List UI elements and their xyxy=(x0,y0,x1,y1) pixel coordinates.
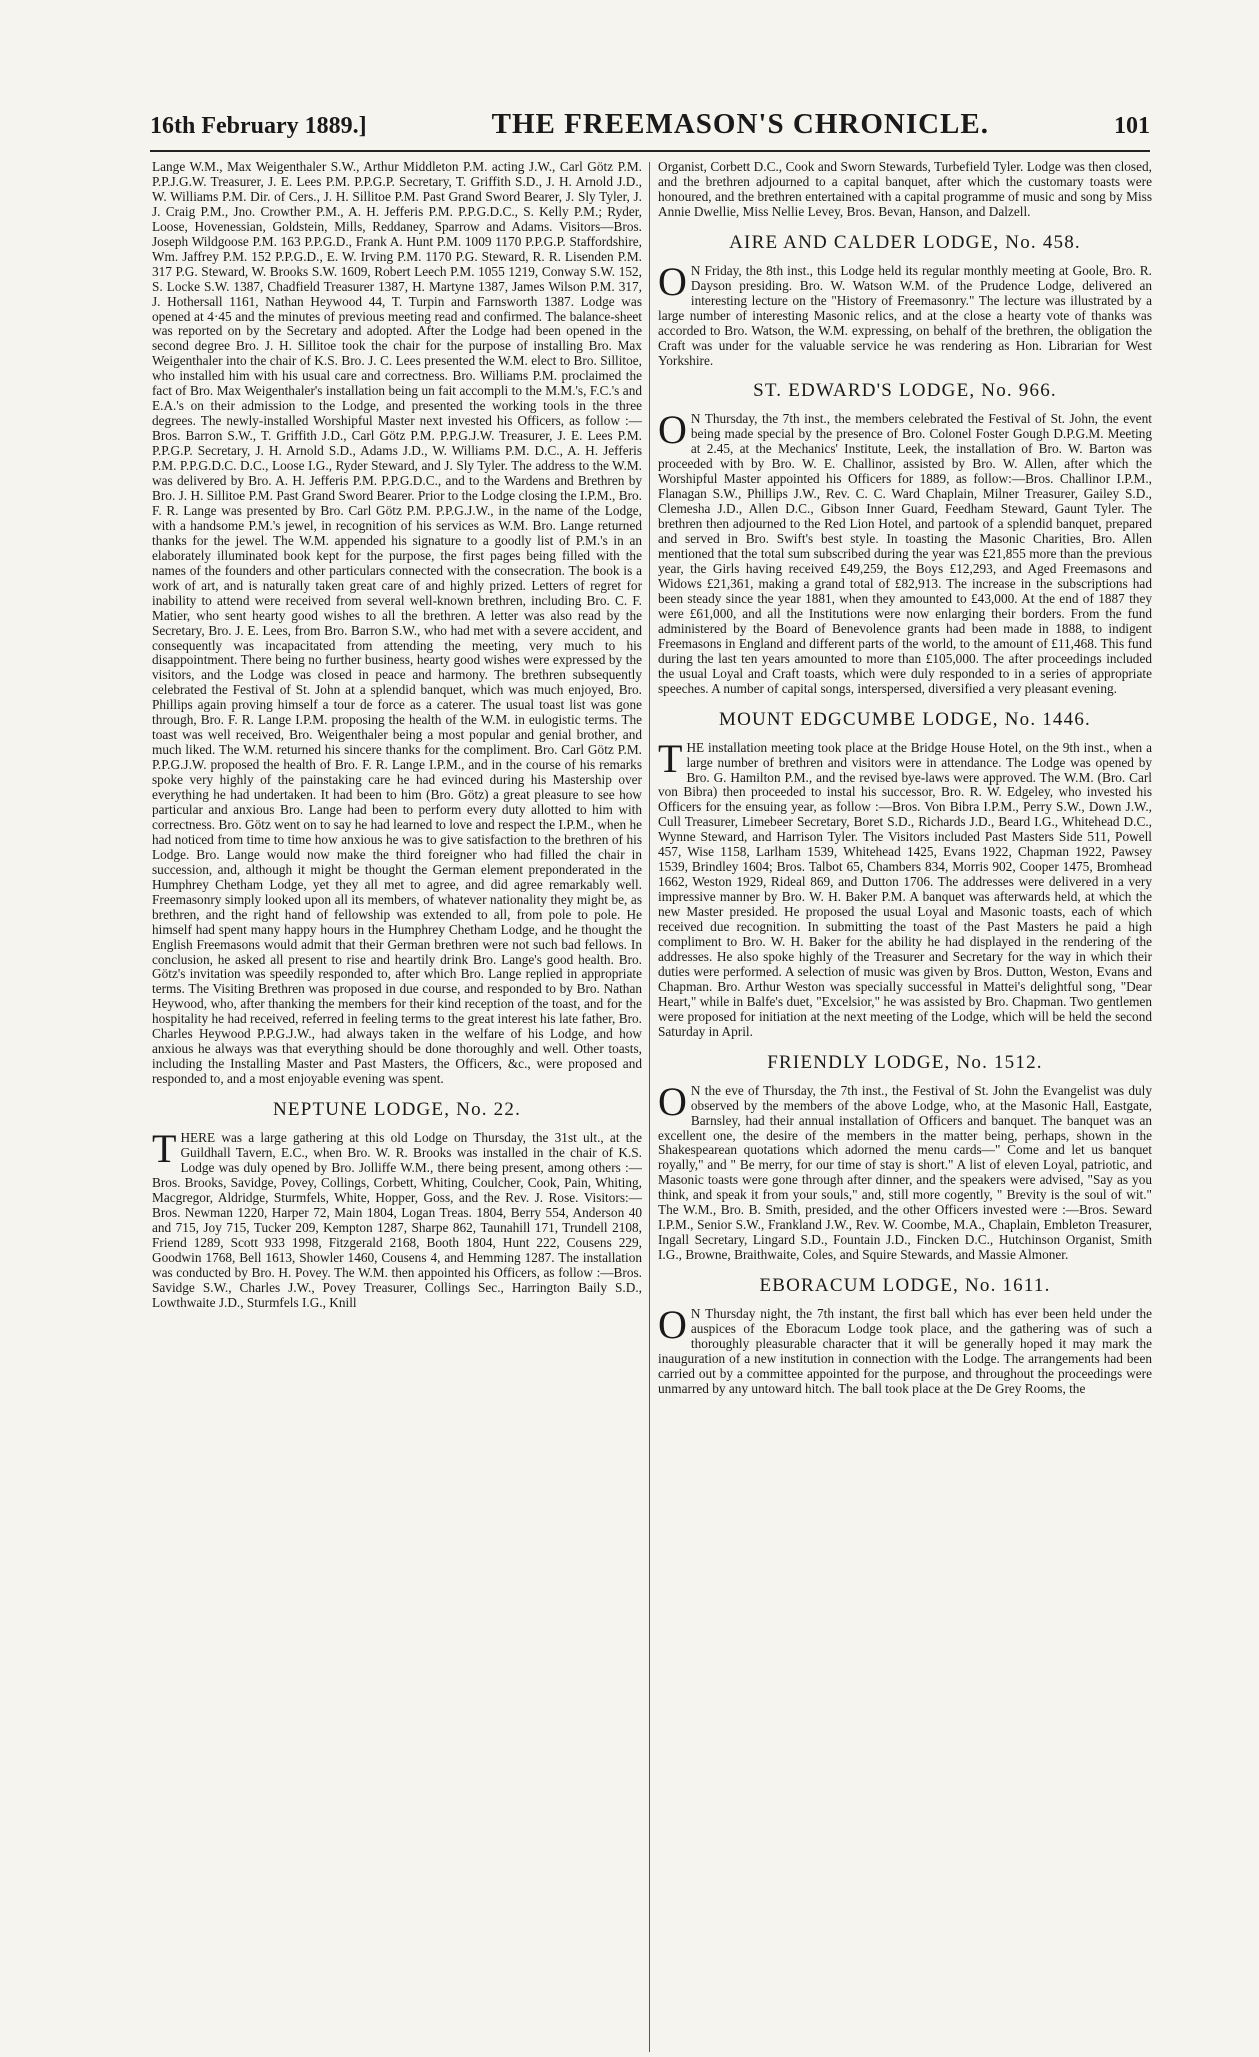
right-column xyxy=(658,160,1152,2050)
column-divider xyxy=(649,162,650,2052)
left-column xyxy=(152,160,642,2050)
masthead-rule xyxy=(150,150,1150,152)
mount-edgcumbe-lodge-report: THE installation meeting took place at the Bridge House Hotel, on the 9th inst., when a large number of brethren and visitors were in attendance. The Lodge was opened by Bro. G. Hamilton P.M., and the revised bye-laws were approved. The W.M. (Bro. Carl von Bibra) then proceeded to instal his successor, Bro. R. W. Edgeley, who invested his Officers for the ensuing year, as follow :—Bros. Von Bibra I.P.M., Perry S.W., Down J.W., Cull Treasurer, Limebeer Secretary, Boret S.D., Richards J.D., Beard I.G., Whitehead D.C., Wynne Steward, and Harrison Tyler. The Visitors included Past Masters Side 511, Powell 457, Wise 1158, Larlham 1539, Whitehead 1425, Evans 1922, Chapman 1922, Pawsey 1539, Brindley 1604; Bros. Talbot 65, Chambers 834, Morris 902, Cooper 1475, Bromhead 1662, Weston 1929, Rideal 869, and Dutton 1706. The addresses were delivered in a very impressive manner by Bro. W. H. Baker P.M. A banquet was afterwards held, at which the new Master presided. He proposed the usual Loyal and Masonic toasts, each of which received due recognition. In submitting the toast of the Past Masters he paid a high compliment to Bro. W. H. Baker for the ability he had displayed in the rendering of the addresses. He also spoke highly of the Treasurer and Secretary for the way in which their duties were performed. A selection of music was given by Bros. Dutton, Weston, Evans and Chapman. Bro. Arthur Weston was specially successful in Mattei's delightful song, "Dear Heart," while in Balfe's duet, "Excelsior," he was assisted by Bro. Chapman. Two gentlemen were proposed for initiation at the next meeting of the Lodge, which will be held the second Saturday in April. xyxy=(658,735,1152,1039)
masthead xyxy=(150,108,1150,148)
eboracum-lodge-heading: EBORACUM LODGE, No. 1611. xyxy=(759,1275,1051,1297)
mount-edgcumbe-lodge-heading: MOUNT EDGCUMBE LODGE, No. 1446. xyxy=(719,708,1091,730)
neptune-lodge-heading: NEPTUNE LODGE, No. 22. xyxy=(272,1099,522,1121)
humphrey-chetham-report: Lange W.M., Max Weigenthaler S.W., Arthur Middleton P.M. acting J.W., Carl Götz P.M. P.P.J.G.W. Treasurer, J. E. Lees P.M. P.P.G.P. Secretary, T. Griffith S.D., J. H. Arnold J.D., W. Williams P.M. Dir. of Cers., J. H. Sillitoe P.M. Past Grand Sword Bearer, J. Sly Tyler, J. J. Craig P.M., Jno. Crowther P.M., A. H. Jefferis P.M. P.P.G.D.C., S. Kelly P.M.; Ryder, Loose, Hovenessian, Goldstein, Mills, Reddaney, Sparrow and Adams. Visitors—Bros. Joseph Wildgoose P.M. 163 P.P.G.D., Frank A. Hunt P.M. 1009 1170 P.P.G.P. Staffordshire, Wm. Jaffrey P.M. 152 P.P.G.D., E. W. Irving P.M. 1170 P.G. Steward, R. R. Lisenden P.M. 317 P.G. Steward, W. Brooks S.W. 1609, Robert Leech P.M. 1055 1219, Conway S.W. 152, S. Locke S.W. 1387, Chadfield Treasurer 1387, H. Martyne 1387, James Wilson P.M. 317, J. Hothersall 1161, Nathan Heywood 44, T. Turpin and Farnsworth 1387. Lodge was opened at 4·45 and the minutes of previous meeting read and confirmed. The balance-sheet was reported on by the Secretary and adopted. After the Lodge had been opened in the second degree Bro. J. H. Sillitoe took the chair for the purpose of installing Bro. Max Weigenthaler into the chair of K.S. Bro. J. C. Lees presented the W.M. elect to Bro. Sillitoe, who installed him with his usual care and correctness. Bro. Williams P.M. proclaimed the fact of Bro. Max Weigenthaler's installation being un fait accompli to the M.M.'s, F.C.'s and E.A.'s on their admission to the Lodge, and presented the working tools in the three degrees. The newly-installed Worshipful Master next invested his Officers, as follow :—Bros. Barron S.W., T. Griffith J.D., Carl Götz P.M. P.P.G.J.W. Treasurer, J. E. Lees P.M. P.P.G.P. Secretary, J. H. Arnold S.D., Adams J.D., W. Williams P.M. D.C., A. H. Jefferis P.M. P.P.G.D.C. D.C., Loose I.G., Ryder Steward, and J. Sly Tyler. The address to the W.M. was delivered by Bro. A. H. Jefferis P.M. P.P.G.D.C., and to the Wardens and Brethren by Bro. J. H. Sillitoe P.M. Past Grand Sword Bearer. Prior to the Lodge closing the I.P.M., Bro. F. R. Lange was presented by Bro. Carl Götz P.M. P.P.G.J.W., in the name of the Lodge, with a handsome P.M.'s jewel, in recognition of his services as W.M. Bro. Lange returned thanks for the jewel. The W.M. appended his signature to a goodly list of P.M.'s in an elaborately illuminated book kept for the purpose, the first pages being filled with the names of the founders and other particulars connected with the consecration. The book is a work of art, and is naturally taken great care of and highly prized. Letters of regret for inability to attend were received from several well-known brethren, including Bro. C. F. Matier, who sent hearty good wishes to all the brethren. A letter was also read by the Secretary, Bro. J. E. Lees, from Bro. Barron S.W., who had met with a severe accident, and consequently was incapacitated from attending the meeting, very much to his disappointment. There being no further business, hearty good wishes were expressed by the visitors, and the Lodge was closed in peace and harmony. The brethren subsequently celebrated the Festival of St. John at a splendid banquet, which was much enjoyed, Bro. Phillips again proving himself a tour de force as a caterer. The usual toast list was gone through, Bro. F. R. Lange I.P.M. proposing the health of the W.M. in eulogistic terms. The toast was well received, Bro. Weigenthaler being a most popular and genial brother, and much liked. The W.M. returned his sincere thanks for the compliment. Bro. Carl Götz P.M. P.P.G.J.W. proposed the health of Bro. F. R. Lange I.P.M., and in the course of his remarks spoke very highly of the painstaking care he had evinced during his Mastership over everything he had undertaken. It had been to him (Bro. Götz) a great pleasure to see how particular and anxious Bro. Lange had been to perform every duty allotted to him with correctness. Bro. Götz went on to say he had learned to love and respect the I.P.M., when he had noticed from time to time how anxious he was to give satisfaction to the brethren of his Lodge. Bro. Lange would now make the third foreigner who had filled the chair in succession, and, although it might be thought the German element preponderated in the Humphrey Chetham Lodge, yet they all met to agree, and did agree remarkably well. Freemasonry simply looked upon all its members, of whatever nationality they might be, as brethren, and the right hand of fellowship was extended to all, from pole to pole. He himself had spent many happy hours in the Humphrey Chetham Lodge, and he thought the English Freemasons would admit that their German brethren were not such bad fellows. In conclusion, he asked all present to rise and heartily drink Bro. Lange's good health. Bro. Götz's invitation was speedily responded to, after which Bro. Lange replied in appropriate terms. The Visiting Brethren was proposed in due course, and responded to by Bro. Nathan Heywood, who, after thanking the members for their kind reception of the toast, and for the hospitality he had received, referred in feeling terms to the great interest his late father, Bro. Charles Heywood P.P.G.J.W., had always taken in the welfare of his Lodge, and how anxious he always was that everything should be done thoroughly and well. Other toasts, including the Installing Master and Past Masters, the Officers, &c., were proposed and responded to, and a most enjoyable evening was spent. xyxy=(152,160,642,1087)
publication-title: THE FREEMASON'S CHRONICLE. xyxy=(491,108,989,140)
neptune-lodge-report: THERE was a large gathering at this old Lodge on Thursday, the 31st ult., at the Guildhall Tavern, E.C., when Bro. W. R. Brooks was installed in the chair of K.S. Lodge was duly opened by Bro. Jolliffe W.M., there being present, among others :—Bros. Brooks, Savidge, Povey, Collings, Corbett, Whiting, Coulcher, Cook, Pain, Whiting, Macgregor, Aldridge, Sturmfels, White, Hopper, Goss, and the Rev. J. Rose. Visitors:—Bros. Newman 1220, Harper 72, Main 1804, Logan Treas. 1804, Berry 554, Anderson 40 and 715, Joy 715, Tucker 209, Kempton 1287, Sharpe 862, Taunahill 171, Trundell 2108, Friend 1289, Scott 933 1998, Fitzgerald 2168, Booth 1804, Hunt 222, Cousens 229, Goodwin 1768, Bell 1613, Showler 1460, Cousens 4, and Hemming 1287. The installation was conducted by Bro. H. Povey. The W.M. then appointed his Officers, as follow :—Bros. Savidge S.W., Charles J.W., Povey Treasurer, Collings Sec., Harrington Baily S.D., Lowthwaite J.D., Sturmfels I.G., Knill xyxy=(152,1126,642,1310)
st-edwards-lodge-report: ON Thursday, the 7th inst., the members celebrated the Festival of St. John, the event being made special by the presence of Bro. Colonel Foster Gough D.P.G.M. Meeting at 2.45, at the Mechanics' Institute, Leek, the installation of Bro. W. Barton was proceeded with by Bro. W. E. Challinor, assisted by Bro. W. Allen, after which the Worshipful Master appointed his Officers for 1889, as follow:—Bros. Challinor I.P.M., Flanagan S.W., Phillips J.W., Rev. C. C. Ward Chaplain, Milner Treasurer, Gailey S.D., Clemesha J.D., Allen D.C., Gibson Inner Guard, Feedham Steward, Gaunt Tyler. The brethren then adjourned to the Red Lion Hotel, and partook of a splendid banquet, prepared and served in Bro. Swift's best style. In toasting the Masonic Charities, Bro. Allen mentioned that the total sum subscribed during the year was £21,855 more than the previous year, the Girls having received £49,259, the Boys £12,293, and Aged Freemasons and Widows £21,361, making a grand total of £82,913. The increase in the subscriptions had been steady since the year 1881, when they amounted to £43,000. At the end of 1887 they were £61,000, and all the Institutions were now enlarging their borders. From the fund administered by the Board of Benevolence grants had been made in 1888, to indigent Freemasons in England and different parts of the world, to the amount of £11,468. This fund during the last ten years amounted to more than £105,000. The after proceedings included the usual Loyal and Craft toasts, which were duly responded to in a series of appropriate speeches. A number of capital songs, interspersed, diversified a very pleasant evening. xyxy=(658,407,1152,696)
neptune-lodge-continuation: Organist, Corbett D.C., Cook and Sworn Stewards, Turbefield Tyler. Lodge was then closed, and the brethren adjourned to a capital banquet, after which the customary toasts were honoured, and the brethren entertained with a capital programme of music and song by Miss Annie Dwellie, Miss Nellie Levey, Bros. Bevan, Hanson, and Dalzell. xyxy=(658,160,1152,219)
aire-calder-lodge-heading: AIRE AND CALDER LODGE, No. 458. xyxy=(729,231,1081,253)
friendly-lodge-heading: FRIENDLY LODGE, No. 1512. xyxy=(767,1051,1043,1073)
issue-date: 16th February 1889.] xyxy=(150,113,367,139)
st-edwards-lodge-heading: ST. EDWARD'S LODGE, No. 966. xyxy=(753,380,1057,402)
friendly-lodge-report: ON the eve of Thursday, the 7th inst., the Festival of St. John the Evangelist was duly observed by the members of the above Lodge, who, at the Masonic Hall, Eastgate, Barnsley, had their annual installation of Officers and banquet. The banquet was an excellent one, the desire of the members in the matter being, perhaps, shown in the Shakespearean quotations which adorned the menu cards—" Come and let us banquet royally," and " Be merry, for our time of stay is short." A list of eleven Loyal, patriotic, and Masonic toasts were gone through after dinner, and the speakers were advised, "Say as you think, and speak it from your souls," and, still more cogently, " Brevity is the soul of wit." The W.M., Bro. B. Smith, presided, and the other Officers invested were :—Bros. Seward I.P.M., Senior S.W., Frankland J.W., Rev. W. Coombe, M.A., Chaplain, Embleton Treasurer, Ingall Secretary, Lingard S.D., Fountain J.D., Fincken D.C., Hutchinson Organist, Smith I.G., Browne, Braithwaite, Coles, and Squire Stewards, and Massie Almoner. xyxy=(658,1078,1152,1263)
aire-calder-lodge-report: ON Friday, the 8th inst., this Lodge held its regular monthly meeting at Goole, Bro. R. Dayson presiding. Bro. W. Watson W.M. of the Prudence Lodge, delivered an interesting lecture on the "History of Freemasonry." The lecture was illustrated by a large number of interesting Masonic relics, and at the close a hearty vote of thanks was accorded to Bro. Watson, the W.M. expressing, on behalf of the brethren, the obligation the Craft was under for the valuable service he was rendering as Hon. Librarian for West Yorkshire. xyxy=(658,258,1152,368)
page-number: 101 xyxy=(1113,113,1150,139)
eboracum-lodge-report: ON Thursday night, the 7th instant, the first ball which has ever been held under the auspices of the Eboracum Lodge took place, and the gathering was of such a thoroughly pleasurable character that it will be generally hoped it may mark the inauguration of a new institution in connection with the Lodge. The arrangements had been carried out by a committee appointed for the purpose, and throughout the proceedings were unmarred by any untoward hitch. The ball took place at the De Grey Rooms, the xyxy=(658,1302,1152,1396)
